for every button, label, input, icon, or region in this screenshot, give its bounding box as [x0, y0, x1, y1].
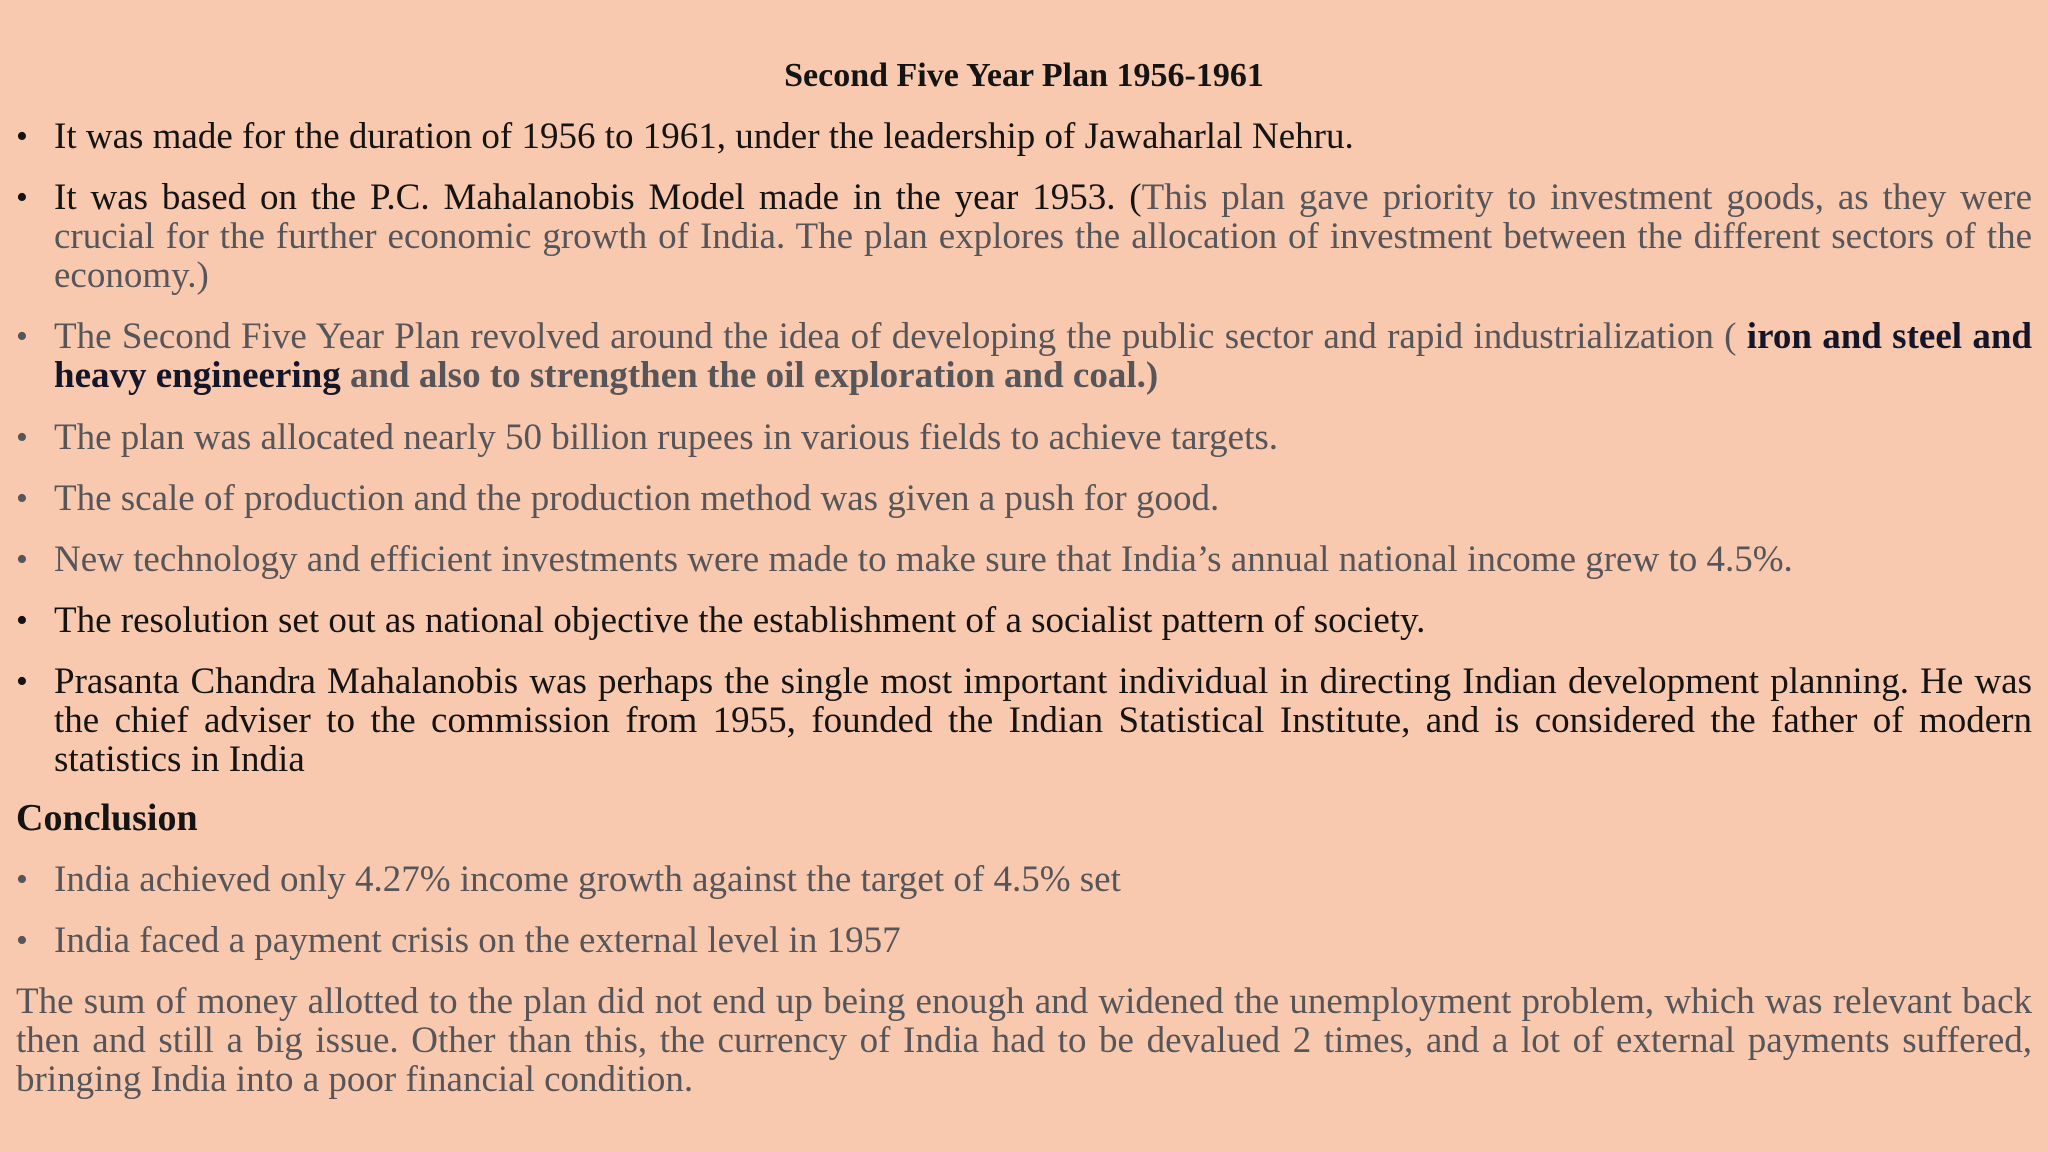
bullet-icon: •	[16, 861, 28, 898]
bullet-icon: •	[16, 118, 28, 155]
bullet-text: It was made for the duration of 1956 to 1961, under the leadership of Jawaharlal Nehru.	[54, 116, 1354, 157]
bullet-item-technology	[16, 540, 2032, 579]
bullet-item-allocation	[16, 418, 2032, 457]
bullet-text: The scale of production and the production method was given a push for good.	[54, 478, 1220, 519]
conclusion-bullet-payment-crisis	[16, 921, 2032, 960]
bullet-text: The resolution set out as national objective the establishment of a socialist pattern of society.	[54, 600, 1426, 641]
bullet-text: India achieved only 4.27% income growth against the target of 4.5% set	[54, 859, 1121, 900]
bullet-icon: •	[16, 922, 28, 959]
bullet-icon: •	[16, 541, 28, 578]
bullet-icon: •	[16, 602, 28, 639]
bullet-icon: •	[16, 179, 28, 216]
bullet-text: New technology and efficient investments were made to make sure that India’s annual national income grew to 4.5%.	[54, 539, 1793, 580]
bullet-text-main: It was based on the P.C. Mahalanobis Model made in the year 1953. (	[54, 177, 1142, 218]
bullet-item-public-sector	[16, 317, 2032, 395]
bullet-text-emphasis: iron and steel and heavy engineering	[54, 316, 2032, 396]
bullet-icon: •	[16, 318, 28, 355]
slide-title: Second Five Year Plan 1956-1961	[784, 57, 1264, 94]
bullet-item-resolution	[16, 601, 2032, 640]
conclusion-bullet-income	[16, 860, 2032, 899]
bullet-icon: •	[16, 480, 28, 517]
bullet-text-main: The Second Five Year Plan revolved around the idea of developing the public sector and rapid industrialization (	[54, 316, 1747, 357]
bullet-item-mahalanobis-model	[16, 178, 2032, 295]
bullet-text: The plan was allocated nearly 50 billion rupees in various fields to achieve targets.	[54, 417, 1279, 458]
bullet-icon: •	[16, 419, 28, 456]
bullet-item-production	[16, 479, 2032, 518]
bullet-icon: •	[16, 663, 28, 700]
bullet-item-duration	[16, 117, 2032, 156]
bullet-text: Prasanta Chandra Mahalanobis was perhaps the single most important individual in directing Indian development planning. He was the chief adviser to the commission from 1955, founded the Indian Statistical Institute, and is considered the father of modern statistics in India	[54, 661, 2032, 780]
bullet-text-emphasis-tail: and also to strengthen the oil exploration and coal.)	[340, 355, 1159, 396]
slide	[16, 0, 2032, 1152]
conclusion-heading: Conclusion	[16, 797, 198, 839]
bullet-text: India faced a payment crisis on the external level in 1957	[54, 920, 901, 961]
bullet-item-prasanta	[16, 662, 2032, 779]
bullet-text-note: This plan gave priority to investment goods, as they were crucial for the further economic growth of India. The plan explores the allocation of investment between the different sectors of the economy.)	[54, 177, 2032, 296]
conclusion-paragraph: The sum of money allotted to the plan did not end up being enough and widened the unemployment problem, which was relevant back then and still a big issue. Other than this, the currency of India had to be devalued 2 times, and a lot of external payments suffered, bringing India into a poor financial condition.	[16, 981, 2032, 1100]
